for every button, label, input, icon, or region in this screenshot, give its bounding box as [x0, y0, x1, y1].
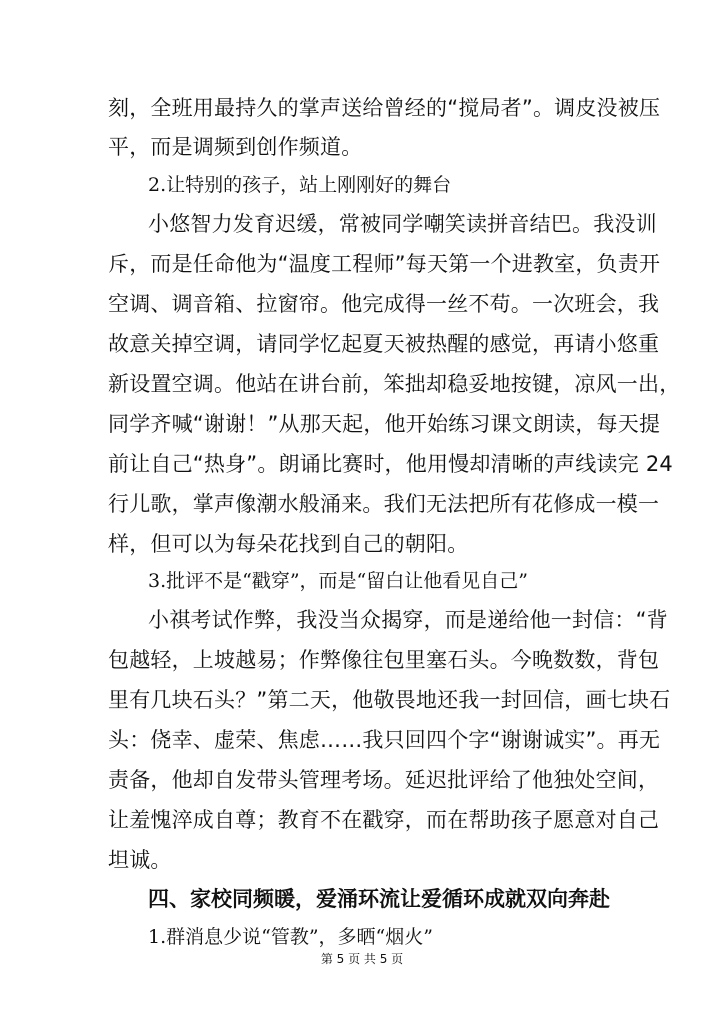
paragraph-line: 行儿歌，掌声像潮水般涌来。我们无法把所有花修成一模一 — [108, 492, 660, 516]
paragraph-line: 小祺考试作弊，我没当众揭穿，而是递给他一封信：“背 — [148, 608, 668, 632]
page-footer: 第 5 页 共 5 页 — [320, 952, 404, 966]
paragraph-line: 新设置空调。他站在讲台前，笨拙却稳妥地按键，凉风一出， — [108, 372, 681, 396]
paragraph-line: 刻，全班用最持久的掌声送给曾经的“搅局者”。调皮没被压 — [108, 96, 661, 120]
paragraph-line: 让羞愧淬成自尊；教育不在戳穿，而在帮助孩子愿意对自己 — [108, 808, 660, 832]
paragraph-line: 小悠智力发育迟缓，常被同学嘲笑读拼音结巴。我没训 — [148, 212, 657, 236]
paragraph-line: 平，而是调频到创作频道。 — [108, 135, 363, 159]
paragraph-line: 坦诚。 — [108, 848, 172, 872]
section-heading: 四、家校同频暖，爱涌环流让爱循环成就双向奔赴 — [148, 887, 610, 911]
paragraph-line: 前让自己“热身”。朗诵比赛时，他用慢却清晰的声线读完 24 — [108, 452, 673, 476]
paragraph-line: 斥，而是任命他为“温度工程师”每天第一个进教室，负责开 — [108, 252, 661, 276]
section-subheading: 1.群消息少说“管教”，多晒“烟火” — [148, 926, 433, 948]
paragraph-line: 故意关掉空调，请同学忆起夏天被热醒的感觉，再请小悠重 — [108, 332, 660, 356]
paragraph-line: 包越轻，上坡越易；作弊像往包里塞石头。今晚数数，背包 — [108, 648, 660, 672]
paragraph-line: 责备，他却自发带头管理考场。延迟批评给了他独处空间， — [108, 768, 660, 792]
paragraph-line: 空调、调音箱、拉窗帘。他完成得一丝不苟。一次班会，我 — [108, 292, 660, 316]
section-subheading: 3.批评不是“戳穿”，而是“留白让他看见自己” — [148, 570, 528, 592]
section-subheading: 2.让特别的孩子，站上刚刚好的舞台 — [148, 174, 452, 196]
paragraph-line: 头：侥幸、虚荣、焦虑……我只回四个字“谢谢诚实”。再无 — [108, 728, 661, 752]
paragraph-line: 里有几块石头？”第二天，他敬畏地还我一封回信，画七块石 — [108, 688, 671, 712]
paragraph-line: 同学齐喊“谢谢！”从那天起，他开始练习课文朗读，每天提 — [108, 412, 661, 436]
paragraph-line: 样，但可以为每朵花找到自己的朝阳。 — [108, 532, 469, 556]
